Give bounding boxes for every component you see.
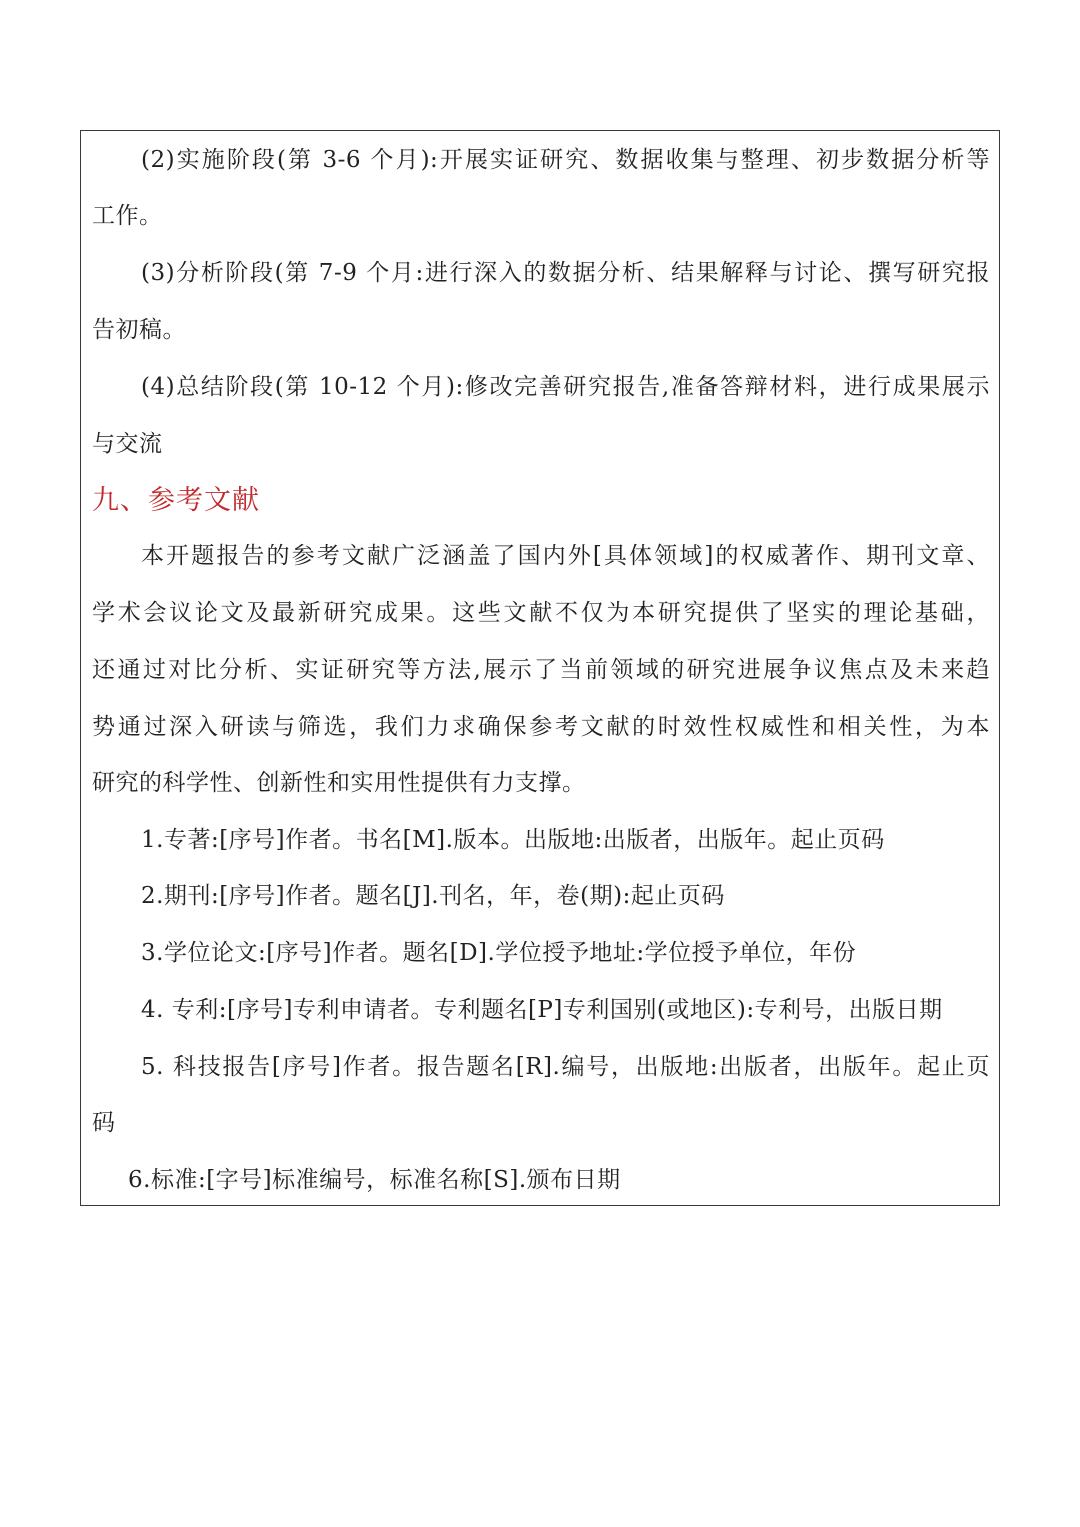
references-intro-line-4: 势通过深入研读与筛选，我们力求确保参考文献的时效性权威性和相关性，为本 [92, 714, 990, 740]
reference-format-patent: 4. 专利:[序号]专利申请者。专利题名[P]专利国别(或地区):专利号，出版日期 [141, 997, 943, 1023]
reference-format-monograph: 1.专著:[序号]作者。书名[M].版本。出版地:出版者，出版年。起止页码 [141, 827, 885, 853]
section-9-heading: 九、参考文献 [92, 485, 260, 516]
reference-format-report-line-1: 5. 科技报告[序号]作者。报告题名[R].编号，出版地:出版者，出版年。起止页 [141, 1054, 990, 1080]
plan-stage-2-line-1: (2)实施阶段(第 3-6 个月):开展实证研究、数据收集与整理、初步数据分析等 [141, 147, 990, 173]
references-intro-line-3: 还通过对比分析、实证研究等方法,展示了当前领域的研究进展争议焦点及未来趋 [92, 657, 990, 683]
plan-stage-4-line-1: (4)总结阶段(第 10-12 个月):修改完善研究报告,准备答辩材料，进行成果展示 [141, 374, 990, 400]
reference-format-report-line-2: 码 [92, 1110, 116, 1136]
plan-stage-4-line-2: 与交流 [92, 431, 163, 457]
references-intro-line-2: 学术会议论文及最新研究成果。这些文献不仅为本研究提供了坚实的理论基础， [92, 600, 990, 626]
plan-stage-3-line-2: 告初稿。 [92, 317, 186, 343]
references-intro-line-1: 本开题报告的参考文献广泛涵盖了国内外[具体领域]的权威著作、期刊文章、 [141, 543, 990, 569]
plan-stage-3-line-1: (3)分析阶段(第 7-9 个月:进行深入的数据分析、结果解释与讨论、撰写研究报 [141, 260, 990, 286]
reference-format-standard: 6.标准:[字号]标准编号，标准名称[S].颁布日期 [128, 1167, 621, 1193]
references-intro-line-5: 研究的科学性、创新性和实用性提供有力支撑。 [92, 770, 586, 796]
plan-stage-2-line-2: 工作。 [92, 203, 163, 229]
reference-format-thesis: 3.学位论文:[序号]作者。题名[D].学位授予地址:学位授予单位，年份 [141, 940, 857, 966]
reference-format-journal: 2.期刊:[序号]作者。题名[J].刊名，年，卷(期):起止页码 [141, 883, 725, 909]
